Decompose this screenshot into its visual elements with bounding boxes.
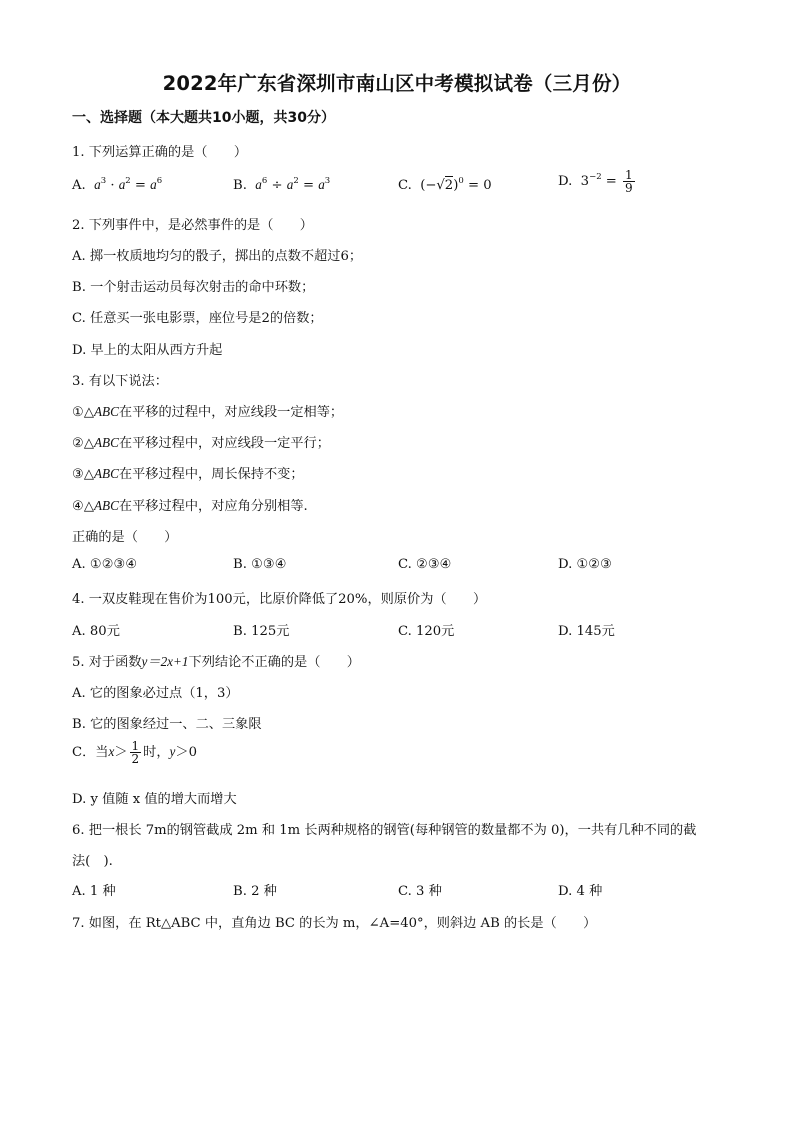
q2-option-c[interactable]: C. 任意买一张电影票，座位号是2的倍数； [72,311,323,326]
question-6-line-2: 法( ). [72,854,113,869]
page-title: 2022年广东省深圳市南山区中考模拟试卷（三月份） [162,72,632,95]
q5-option-a[interactable]: A. 它的图象必过点（1，3） [72,686,239,701]
q6-option-c[interactable]: C. 3 种 [398,884,442,899]
question-6-line-1: 6. 把一根长 7m的钢管截成 2m 和 1m 长两种规格的钢管(每种钢管的数量都不为 0)，一共有几种不同的截 [72,823,697,838]
question-5-stem: 5. 对于函数y＝2x+1下列结论不正确的是（ ） [72,654,360,670]
fraction-one-ninth: $\frac{1}{9}$ [625,168,633,195]
question-3-stem: 3. 有以下说法： [72,374,168,389]
q5-option-d[interactable]: D. y 值随 x 值的增大而增大 [72,792,237,807]
q3-option-c[interactable]: C. ②③④ [398,557,452,572]
question-1-stem: 1. 下列运算正确的是（ ） [72,145,248,160]
q1-option-a[interactable]: A. $a^3 \cdot a^2 = a^6$ [72,176,163,193]
q2-option-b[interactable]: B. 一个射击运动员每次射击的命中环数； [72,280,315,295]
q2-option-a[interactable]: A. 掷一枚质地均匀的骰子，掷出的点数不超过6； [72,249,363,264]
q4-option-a[interactable]: A. 80元 [72,624,120,639]
q6-option-b[interactable]: B. 2 种 [233,884,277,899]
question-2-stem: 2. 下列事件中，是必然事件的是（ ） [72,218,313,233]
q3-option-a[interactable]: A. ①②③④ [72,557,138,572]
question-7-stem: 7. 如图，在 Rt△ABC 中，直角边 BC 的长为 m，∠A=40°，则斜边 AB 的长是（ ） [72,916,597,931]
q4-option-d[interactable]: D. 145元 [558,624,615,639]
q3-statement-4: ④△ABC在平移过程中，对应角分别相等. [72,498,308,514]
question-4-stem: 4. 一双皮鞋现在售价为100元，比原价降低了20%，则原价为（ ） [72,592,487,607]
q6-option-d[interactable]: D. 4 种 [558,884,603,899]
fraction-one-half: $\frac{1}{2}$ [131,739,140,766]
q4-option-c[interactable]: C. 120元 [398,624,455,639]
question-3-ask: 正确的是（ ） [72,530,178,545]
q1-option-b[interactable]: B. $a^6 \div a^2 = a^3$ [233,176,331,193]
q4-option-b[interactable]: B. 125元 [233,624,290,639]
q6-option-a[interactable]: A. 1 种 [72,884,116,899]
q5-option-c[interactable]: C．当x＞ $\frac{1}{2}$ 时，y＞0 [72,739,197,766]
q1-option-c[interactable]: C. $(-√2)^0 = 0$ [398,176,492,193]
q5-option-b[interactable]: B. 它的图象经过一、二、三象限 [72,717,262,732]
q3-statement-3: ③△ABC在平移过程中，周长保持不变； [72,466,304,482]
q3-statement-2: ②△ABC在平移过程中，对应线段一定平行； [72,435,330,451]
q2-option-d[interactable]: D. 早上的太阳从西方升起 [72,343,223,358]
q3-option-d[interactable]: D. ①②③ [558,557,612,572]
q1-option-d[interactable]: D. $3^{-2}$ = $\frac{1}{9}$ [558,168,633,195]
q3-option-b[interactable]: B. ①③④ [233,557,287,572]
q3-statement-1: ①△ABC在平移的过程中，对应线段一定相等； [72,404,344,420]
section-heading: 一、选择题（本大题共10小题，共30分） [72,110,335,126]
